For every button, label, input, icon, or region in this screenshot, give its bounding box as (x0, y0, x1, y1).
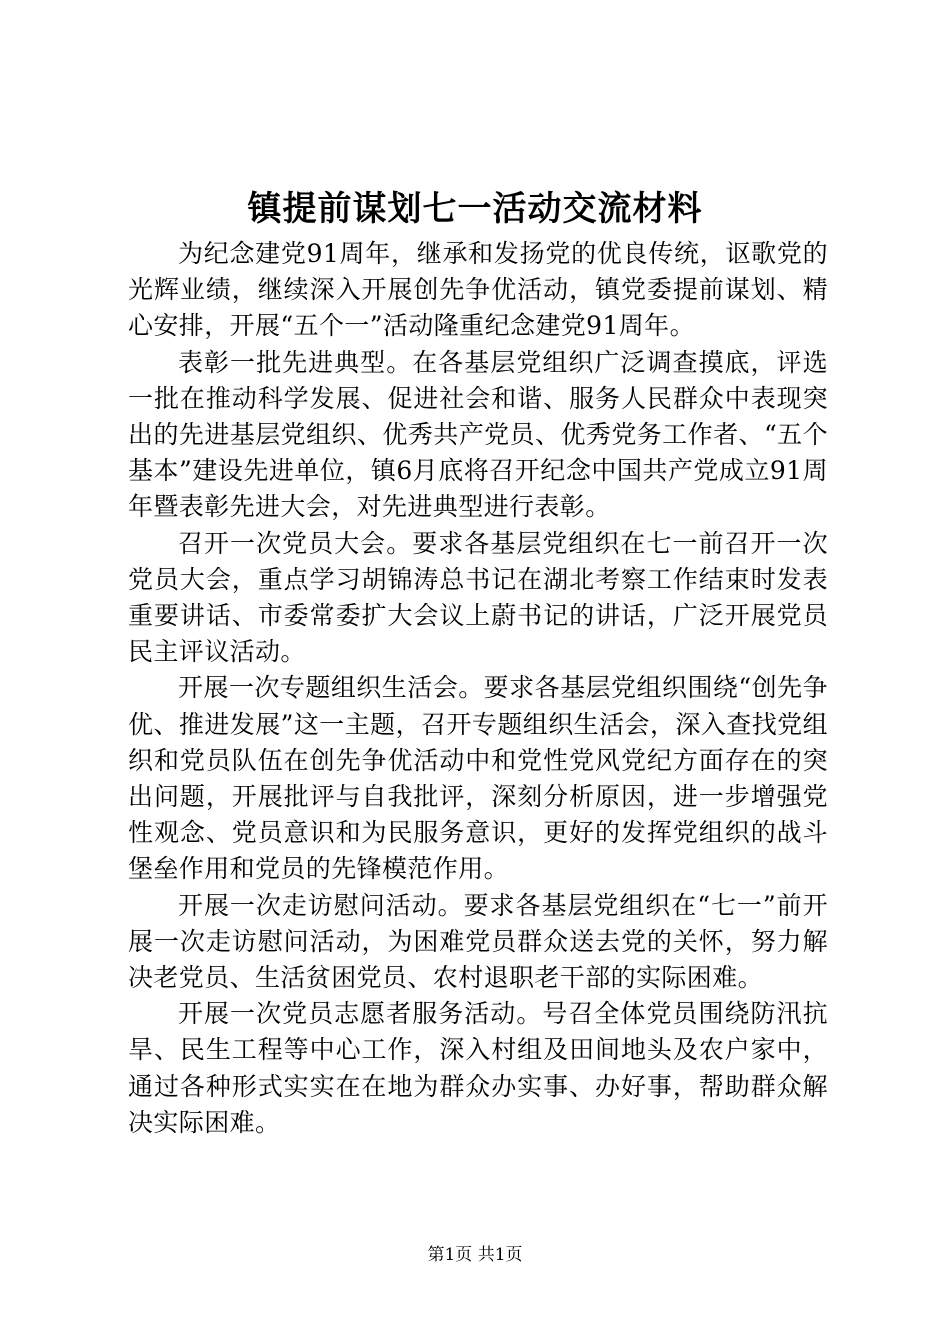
paragraph-volunteer-service: 开展一次党员志愿者服务活动。号召全体党员围绕防汛抗旱、民生工程等中心工作，深入村组及田间地头及农户家中，通过各种形式实实在在地为群众办实事、办好事，帮助群众解决实际困难。 (128, 999, 828, 1137)
paragraph-life-meeting: 开展一次专题组织生活会。要求各基层党组织围绕“创先争优、推进发展”这一主题，召开专题组织生活会，深入查找党组织和党员队伍在创先争优活动中和党性党风党纪方面存在的突出问题，开展批评与自我批评，深刻分析原因，进一步增强党性观念、党员意识和为民服务意识，更好的发挥党组织的战斗堡垒作用和党员的先锋模范作用。 (128, 673, 828, 884)
paragraph-member-meeting: 召开一次党员大会。要求各基层党组织在七一前召开一次党员大会，重点学习胡锦涛总书记在湖北考察工作结束时发表重要讲话、市委常委扩大会议上蔚书记的讲话，广泛开展党员民主评议活动。 (128, 528, 828, 667)
paragraph-commend-models: 表彰一批先进典型。在各基层党组织广泛调查摸底，评选一批在推动科学发展、促进社会和谐、服务人民群众中表现突出的先进基层党组织、优秀共产党员、优秀党务工作者、“五个基本”建设先进单位，镇6月底将召开纪念中国共产党成立91周年暨表彰先进大会，对先进典型进行表彰。 (128, 347, 828, 522)
document-body (128, 236, 828, 1141)
paragraph-visit-activity: 开展一次走访慰问活动。要求各基层党组织在“七一”前开展一次走访慰问活动，为困难党员群众送去党的关怀，努力解决老党员、生活贫困党员、农村退职老干部的实际困难。 (128, 890, 828, 993)
document-title: 镇提前谋划七一活动交流材料 (247, 189, 703, 229)
paragraph-intro: 为纪念建党91周年，继承和发扬党的优良传统，讴歌党的光辉业绩，继续深入开展创先争优活动，镇党委提前谋划、精心安排，开展“五个一”活动隆重纪念建党91周年。 (128, 239, 828, 341)
page-footer: 第1页 共1页 (427, 1245, 523, 1265)
